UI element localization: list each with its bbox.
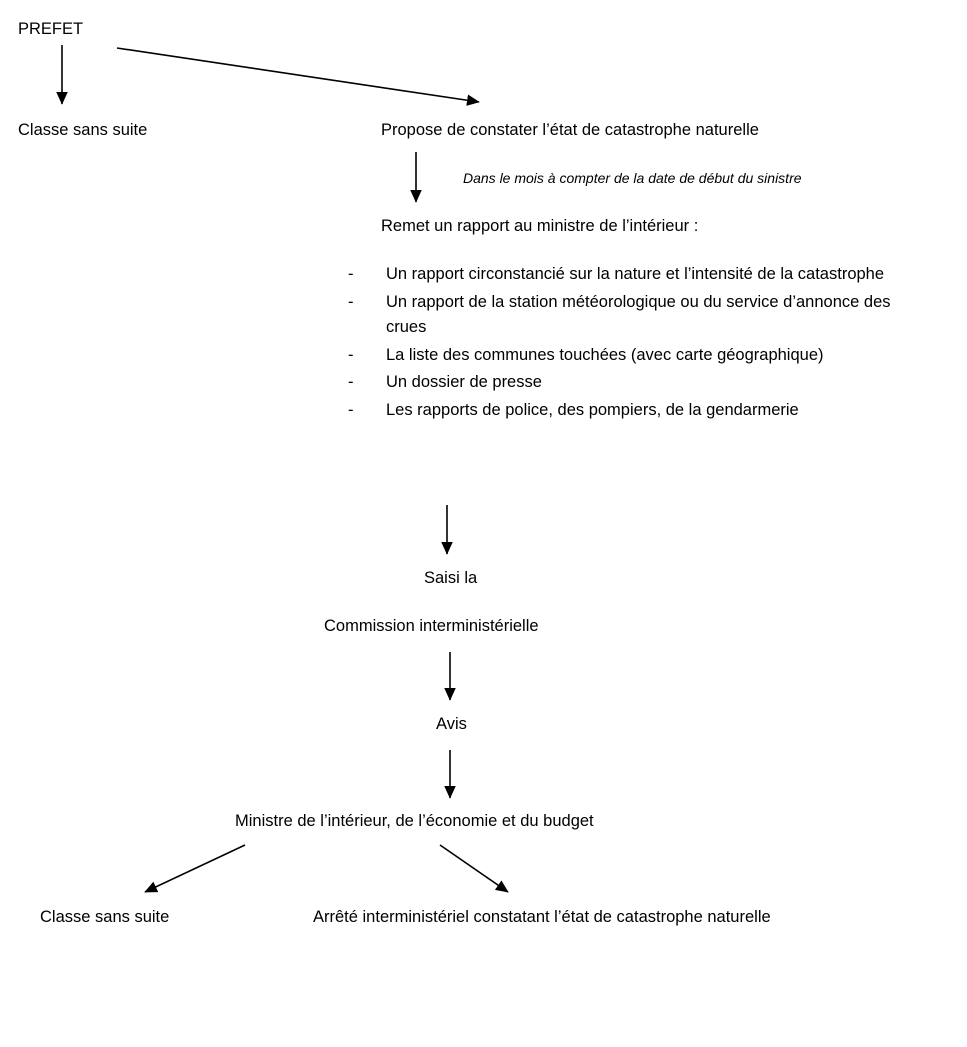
list-item-label: Un rapport de la station météorologique ou du service d’annonce des crues [386,292,891,337]
list-item-dash: - [348,265,354,283]
list-item-label: La liste des communes touchées (avec carte géographique) [386,345,824,364]
list-item-label: Un rapport circonstancié sur la nature et l’intensité de la catastrophe [386,265,885,283]
list-item-dash: - [348,373,354,392]
node-prefet: PREFET [18,20,84,38]
arrow-ministre-to-arrete [440,845,508,892]
list-item-label: Un dossier de presse [386,373,542,392]
arrow-prefet-to-propose [117,48,479,102]
node-classe-sans-suite-2: Classe sans suite [40,908,170,926]
list-item [348,343,908,369]
node-ministre: Ministre de l’intérieur, de l’économie et du budget [235,812,594,830]
node-remet-rapport: Remet un rapport au ministre de l’intérieur : [381,217,699,235]
arrow-ministre-to-classe [145,845,245,892]
node-propose-constater: Propose de constater l’état de catastrophe naturelle [381,121,759,139]
list-item [348,262,908,288]
node-saisi-la: Saisi la [424,569,478,587]
node-avis: Avis [436,715,467,733]
report-items-list [348,262,908,425]
node-commission-interministerielle: Commission interministérielle [324,617,539,635]
node-arrete-interministeriel: Arrêté interministériel constatant l’état de catastrophe naturelle [313,908,771,926]
note-delai: Dans le mois à compter de la date de début du sinistre [463,170,802,186]
list-item-dash: - [348,400,354,419]
list-item-label: Les rapports de police, des pompiers, de la gendarmerie [386,400,799,419]
list-item [348,398,908,424]
node-classe-sans-suite-1: Classe sans suite [18,121,148,139]
list-item [348,370,908,396]
list-item-dash: - [348,345,354,364]
list-item [348,290,908,341]
list-item-dash: - [348,292,354,311]
